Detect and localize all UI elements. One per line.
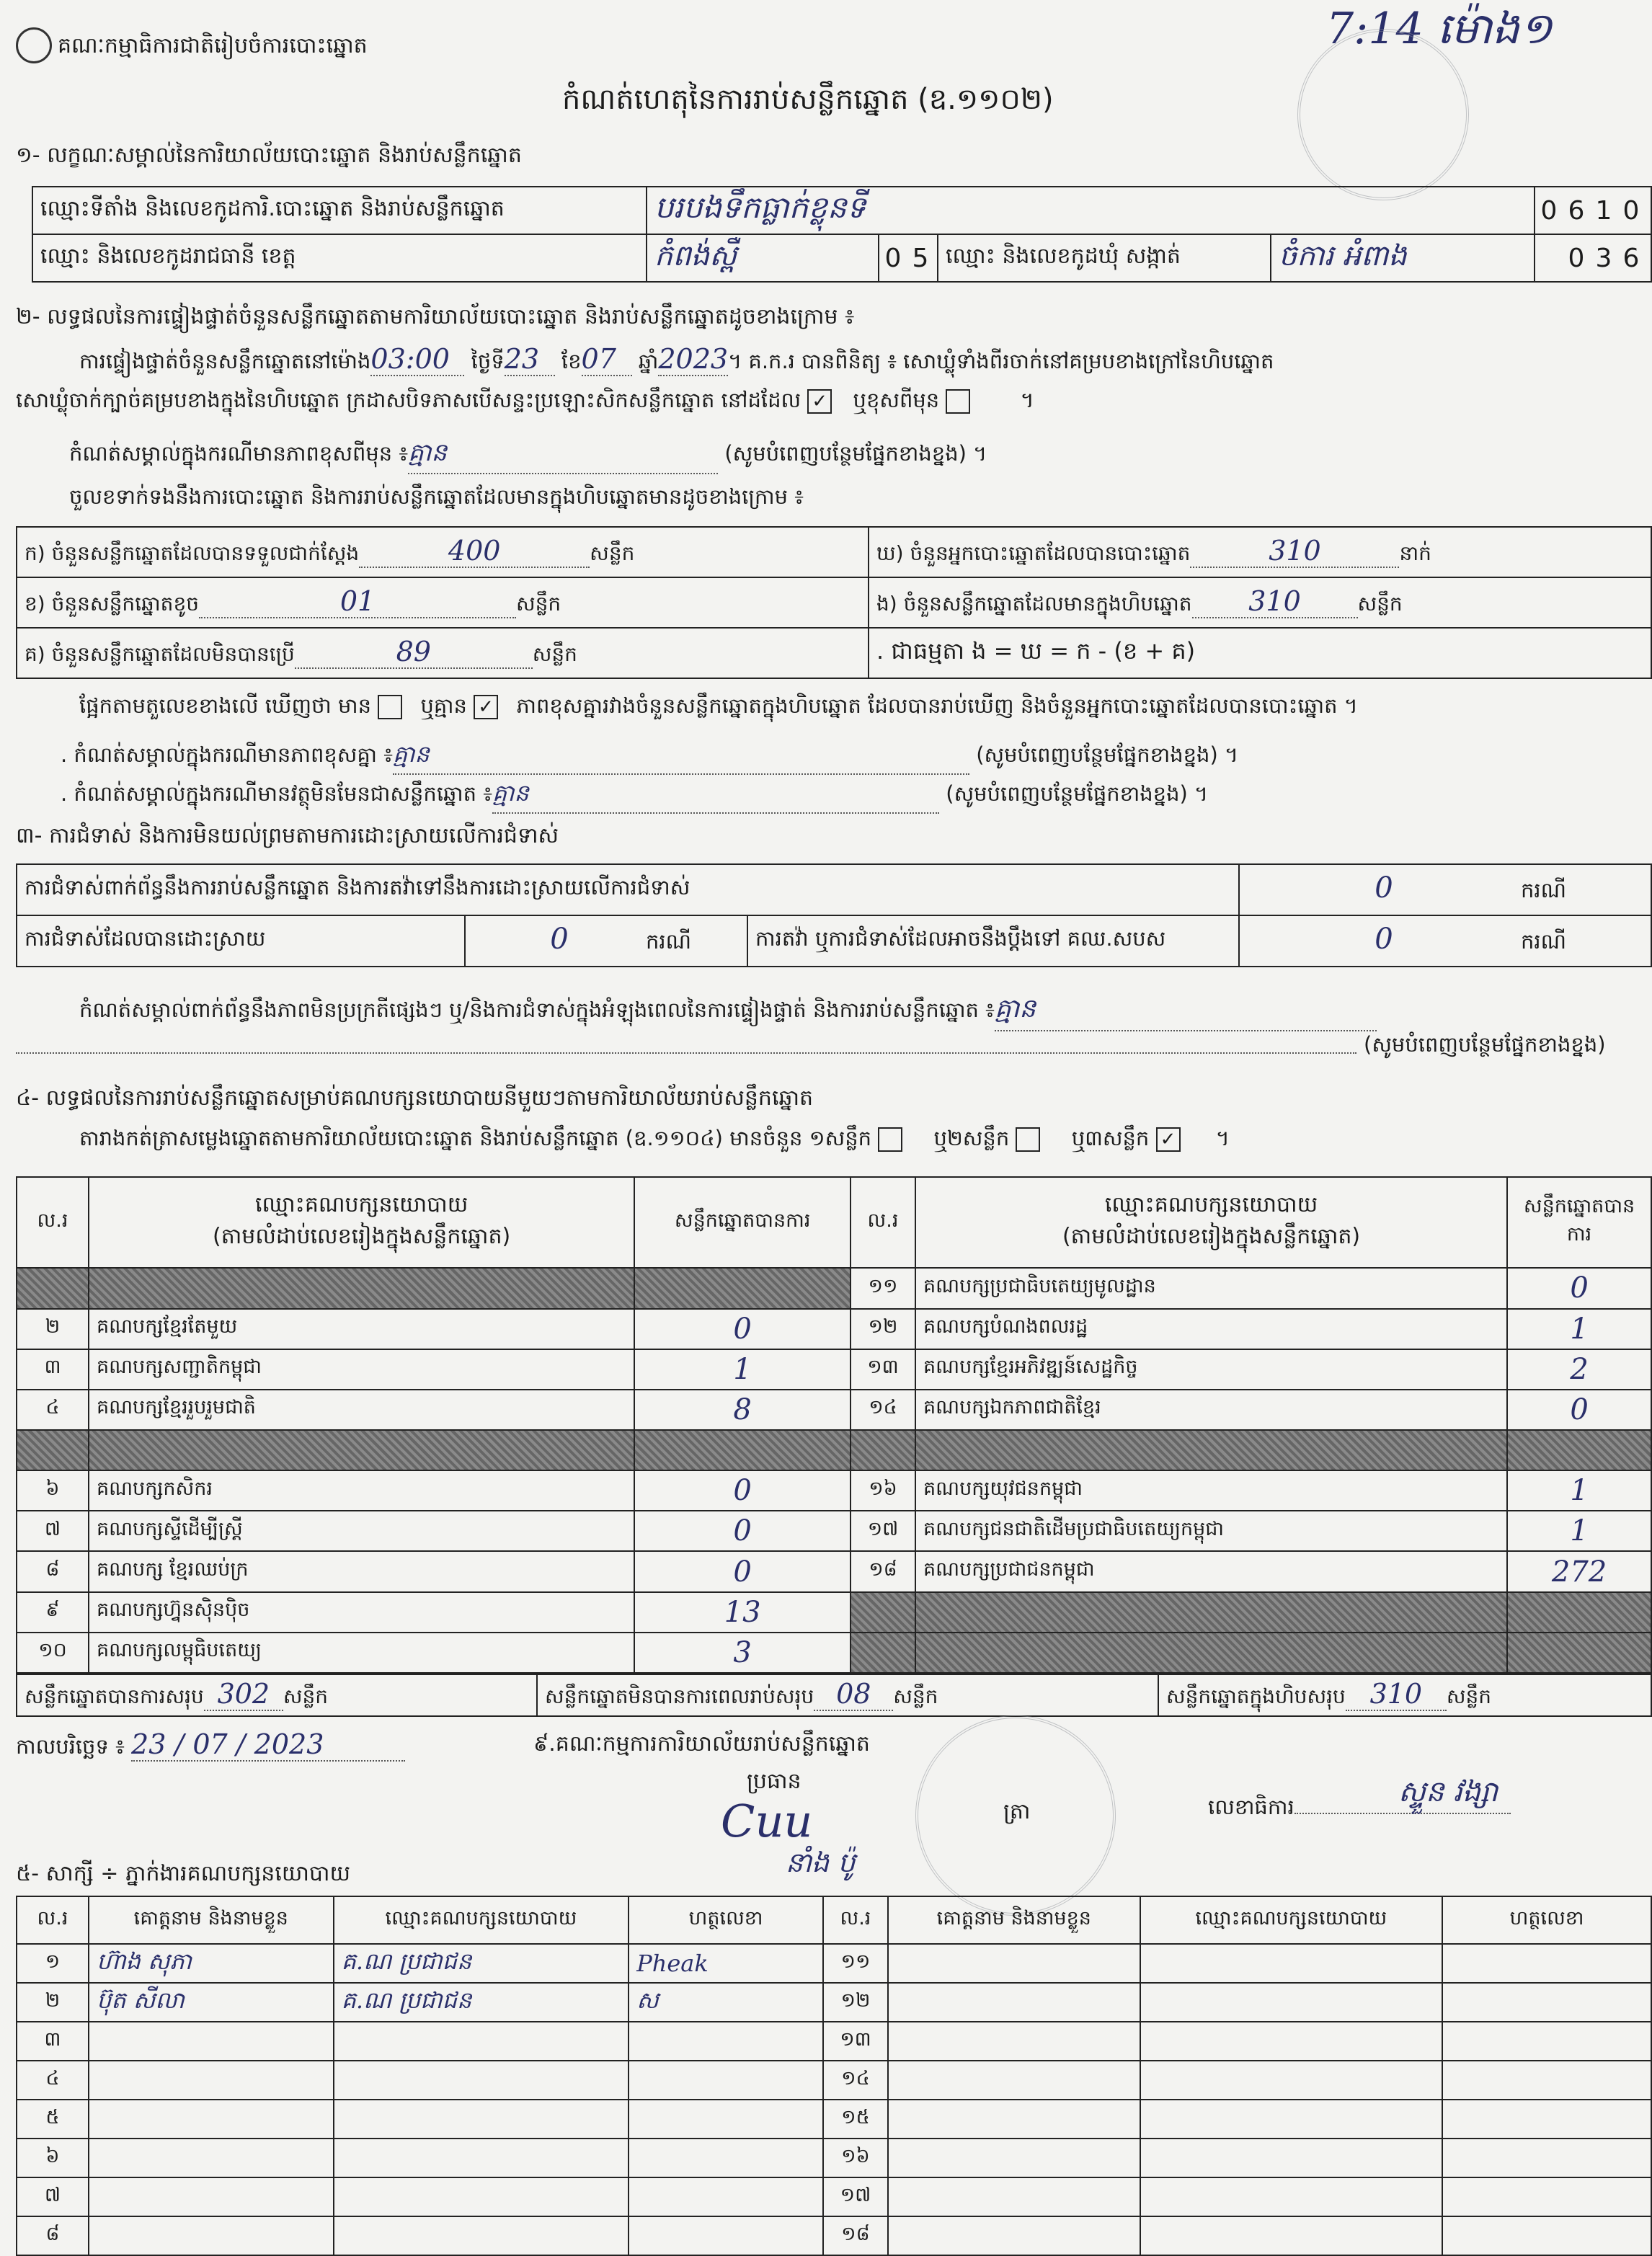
section2-line6: . កំណត់សម្គាល់ក្នុងករណីមានភាពខុសគ្នា ៖គ្មាន (សូមបំពេញបន្ថែមផ្នែកខាងខ្នង) ។: [61, 740, 1238, 775]
party-number: ១១: [851, 1268, 915, 1308]
witness-name: ហ៊ាង សុភា: [89, 1944, 334, 1983]
date-line: កាលបរិច្ឆេទ ៖ 23 / 07 / 2023: [16, 1728, 405, 1764]
province-value: កំពង់ស្ពឺ: [647, 234, 879, 282]
form-title: កំណត់ហេតុនៃការរាប់សន្លឹកឆ្នោត (ឧ.១១០២): [562, 83, 1054, 116]
witness-row: [17, 1944, 1651, 1983]
witness-signature: ស: [629, 1983, 823, 2022]
section3-note-end: (សូមបំពេញបន្ថែមផ្នែកខាងខ្នង): [1364, 1032, 1606, 1057]
witness-signature: [629, 2139, 823, 2177]
party-name: [915, 1430, 1507, 1470]
station-value: បរបងទឹកធ្លាក់ខ្លុនទី: [647, 187, 1535, 234]
witness-party: គ.ណ ប្រជាជន: [334, 1983, 629, 2022]
party-row: [17, 1309, 1651, 1349]
party-number: ៦: [17, 1470, 89, 1511]
party-row: [17, 1470, 1651, 1511]
logo-icon: [16, 27, 52, 63]
invalid-total: 08: [814, 1678, 893, 1711]
party-votes: 0: [634, 1511, 851, 1551]
date-value: 23 / 07 / 2023: [131, 1728, 405, 1762]
party-votes: [634, 1430, 851, 1470]
witness-row: [17, 2139, 1651, 2177]
party-votes: 272: [1507, 1551, 1651, 1591]
party-name: [915, 1633, 1507, 1673]
witness-party: [1140, 1983, 1443, 2022]
party-name: គណបក្សឯកភាពជាតិខ្មែរ: [915, 1390, 1507, 1430]
section4-line: តារាងកត់ត្រាសម្លេងឆ្នោតតាមការិយាល័យបោះឆ្នោត និងរាប់សន្លឹកឆ្នោត (ឧ.១១០៤) មានចំនួន ១សន្លឹក ឬ២សន្លឹក ឬ៣សន្លឹក ✓ ។: [79, 1126, 1230, 1150]
witness-row: [17, 2216, 1651, 2255]
party-number: ៧: [17, 1511, 89, 1551]
party-name: គណបក្សសញ្ជាតិកម្ពុជា: [89, 1349, 634, 1390]
witness-party: [1140, 2100, 1443, 2139]
party-number: ១៤: [851, 1390, 915, 1430]
section2-line2: សោឃ្លុំចាក់ក្បាច់គម្របខាងក្នុងនៃហិបឆ្នោត ក្រដាសបិទភាសបើសន្ទះប្រឡោះសិកសន្លឹកឆ្នោត នៅដដែល ✓ ឬខុសពីមុន ។: [16, 388, 1034, 412]
party-votes: 2: [1507, 1349, 1651, 1390]
party-name: គណបក្សប្រជាធិបតេយ្យមូលដ្ឋាន: [915, 1268, 1507, 1308]
changed-checkbox[interactable]: [946, 389, 970, 414]
witness-name: [888, 2177, 1140, 2216]
witness-name: [89, 2139, 334, 2177]
witness-row: [17, 2022, 1651, 2061]
party-row: [17, 1390, 1651, 1430]
witness-signature: [1442, 2139, 1651, 2177]
commune-label: ឈ្មោះ និងលេខកូដឃុំ សង្កាត់: [938, 234, 1271, 282]
section2-title: ២- លទ្ធផលនៃការផ្ទៀងផ្ទាត់ចំនួនសន្លឹកឆ្នោតតាមការិយាល័យបោះឆ្នោត និងរាប់សន្លឹកឆ្នោតដូចខាងក្រោម ៖: [16, 304, 855, 329]
two-sheet-checkbox[interactable]: [1016, 1127, 1040, 1152]
witness-signature: [1442, 2100, 1651, 2139]
party-name: [915, 1592, 1507, 1633]
witness-party: [334, 2022, 629, 2061]
party-number: ៩: [17, 1592, 89, 1633]
party-votes: 0: [634, 1551, 851, 1591]
formula-note: . ជាធម្មតា ង = ឃ = ក - (ខ + គ): [869, 628, 1651, 678]
party-number: ១២: [851, 1309, 915, 1349]
witness-party: [1140, 2022, 1443, 2061]
witness-party: [334, 2139, 629, 2177]
party-number: ១៧: [851, 1511, 915, 1551]
party-name: គណបក្សស្ទីដើម្បីស្ត្រី: [89, 1511, 634, 1551]
witness-signature: [1442, 2216, 1651, 2255]
party-row: [17, 1349, 1651, 1390]
witness-name: [888, 1983, 1140, 2022]
party-number: ២: [17, 1309, 89, 1349]
party-name: គណបក្សខ្មែរអភិវឌ្ឍន៍សេដ្ឋកិច្ច: [915, 1349, 1507, 1390]
witness-name: ប៊ុត សីលា: [89, 1983, 334, 2022]
witness-signature: [1442, 1983, 1651, 2022]
witness-name: [888, 1944, 1140, 1983]
party-votes: 0: [634, 1309, 851, 1349]
party-name: គណបក្សខ្មែររួបរួមជាតិ: [89, 1390, 634, 1430]
section1-title: ១- លក្ខណៈសម្គាល់នៃការិយាល័យបោះឆ្នោត និងរាប់សន្លឹកឆ្នោត: [16, 143, 522, 168]
party-name: គណបក្សខ្មែរតែមួយ: [89, 1309, 634, 1349]
witness-signature: [1442, 2177, 1651, 2216]
witness-table: ល.រ គោត្តនាម និងនាមខ្លួន ឈ្មោះគណបក្សនយោបាយ ហត្ថលេខា ល.រ គោត្តនាម និងនាមខ្លួន ឈ្មោះគណបក្សនយោបាយ ហត្ថលេខា ១ ហ៊ាង សុភា គ.ណ ប្រជាជន Pheak ១១ ២ ប៊ុត សីលា គ.ណ ប្រជាជន ស ១២ ៣ ១៣ ៤ ១៤ ៥ ១៥ ៦ ១៦ ៧ ១៧ ៨ ១៨: [16, 1896, 1652, 2256]
witness-number: ១៥: [823, 2100, 888, 2139]
no-difference-checkbox[interactable]: ✓: [474, 695, 498, 719]
section3-note: កំណត់សម្គាល់ពាក់ព័ន្ធនឹងភាពមិនប្រក្រតីផ្សេងៗ ឬ/និងការជំទាស់ក្នុងអំឡុងពេលនៃការផ្ទៀងផ្ទាត់ និងការរាប់សន្លឹកឆ្នោត ៖គ្មាន: [79, 992, 1377, 1031]
witness-signature: [629, 2216, 823, 2255]
party-row: [17, 1430, 1651, 1470]
party-name: គណបក្សជនជាតិដើមប្រជាធិបតេយ្យកម្ពុជា: [915, 1511, 1507, 1551]
witness-number: ២: [17, 1983, 89, 2022]
witness-party: [1140, 2216, 1443, 2255]
section1-table: [32, 186, 1652, 283]
witness-name: [89, 2216, 334, 2255]
month-value: 07: [582, 343, 632, 376]
witness-name: [89, 2061, 334, 2100]
time-value: 03:00: [370, 343, 464, 376]
chair-label: ប្រធាន: [747, 1769, 801, 1794]
witness-number: ៨: [17, 2216, 89, 2255]
witness-number: ១២: [823, 1983, 888, 2022]
party-name: គណបក្សប្រជាជនកម្ពុជា: [915, 1551, 1507, 1591]
faded-seal-top: [1297, 29, 1469, 200]
party-name: [89, 1268, 634, 1308]
section2-line7: . កំណត់សម្គាល់ក្នុងករណីមានវត្ថុមិនមែនជាសន្លឹកឆ្នោត ៖គ្មាន (សូមបំពេញបន្ថែមផ្នែកខាងខ្នង) ។: [61, 778, 1208, 814]
party-row: [17, 1592, 1651, 1633]
witness-party: [334, 2100, 629, 2139]
witness-signature: [629, 2061, 823, 2100]
party-row: [17, 1268, 1651, 1308]
has-difference-checkbox[interactable]: [378, 695, 402, 719]
party-number: [851, 1592, 915, 1633]
year-value: 2023: [658, 343, 729, 375]
witness-number: ១៦: [823, 2139, 888, 2177]
party-name: គណបក្សលម្ពុធិបតេយ្យ: [89, 1633, 634, 1673]
one-sheet-checkbox[interactable]: [878, 1127, 902, 1152]
party-number: ១៣: [851, 1349, 915, 1390]
party-votes: 1: [1507, 1309, 1651, 1349]
chair-signature: Cuu: [721, 1795, 813, 1847]
witness-party: [1140, 2177, 1443, 2216]
section2-line3: កំណត់សម្គាល់ក្នុងករណីមានភាពខុសពីមុន ៖គ្មាន (សូមបំពេញបន្ថែមផ្នែកខាងខ្នង) ។: [69, 437, 987, 474]
party-votes: 1: [1507, 1470, 1651, 1511]
day-value: 23: [505, 343, 555, 376]
party-number: ១៦: [851, 1470, 915, 1511]
witness-number: ១៨: [823, 2216, 888, 2255]
witness-party: [334, 2216, 629, 2255]
witness-number: ៧: [17, 2177, 89, 2216]
witness-name: [888, 2022, 1140, 2061]
witness-name: [888, 2100, 1140, 2139]
chair-name: នាំង ប៉ូ: [786, 1847, 856, 1878]
party-votes: 0: [1507, 1390, 1651, 1430]
witness-number: ៣: [17, 2022, 89, 2061]
witness-number: ១៣: [823, 2022, 888, 2061]
objection-table: ការជំទាស់ពាក់ព័ន្ធនឹងការរាប់សន្លឹកឆ្នោត និងការតវ៉ាទៅនឹងការដោះស្រាយលើការជំទាស់ 0 ករណី ការជំទាស់ដែលបានដោះស្រាយ 0 ករណី ការតវ៉ា ឬការជំទាស់ដែលអាចនឹងប្តឹងទៅ គឈ.សបស 0 ករណី: [16, 863, 1652, 967]
secretary-line: លេខាធិការ: [1208, 1795, 1511, 1825]
valid-total: 302: [204, 1678, 283, 1711]
witness-row: [17, 1983, 1651, 2022]
section2-line1: ការផ្ទៀងផ្ទាត់ចំនួនសន្លឹកឆ្នោតនៅម៉ោង03:00 ថ្ងៃទី23 ខែ07 ឆ្នាំ2023។ គ.ក.រ បានពិនិត្យ ៖ សោឃ្លុំទាំងពីរចាក់នៅគម្របខាងក្រៅនៃហិបឆ្នោត: [79, 343, 1274, 375]
witness-signature: Pheak: [629, 1944, 823, 1983]
witness-party: [334, 2061, 629, 2100]
totals-table: សន្លឹកឆ្នោតបានការសរុប 302 សន្លឹក សន្លឹកឆ្នោតមិនបានការពេលរាប់សរុប 08 សន្លឹក សន្លឹកឆ្នោតក្នុងហិបសរុប 310 សន្លឹក: [16, 1674, 1652, 1717]
party-number: [17, 1430, 89, 1470]
witness-name: [89, 2022, 334, 2061]
party-number: [17, 1268, 89, 1308]
party-name: គណបក្សកសិករ: [89, 1470, 634, 1511]
seal-label: ត្រា: [1003, 1799, 1031, 1824]
party-votes: [1507, 1633, 1651, 1673]
witness-signature: [1442, 1944, 1651, 1983]
witness-row: [17, 2100, 1651, 2139]
party-number: ៨: [17, 1551, 89, 1591]
witness-number: ១: [17, 1944, 89, 1983]
witness-signature: [629, 2100, 823, 2139]
party-votes: 3: [634, 1633, 851, 1673]
committee-name: គណៈកម្មាធិការជាតិរៀបចំការបោះឆ្នោត: [58, 33, 368, 58]
party-number: [851, 1633, 915, 1673]
section3-note-line: [16, 1044, 1356, 1054]
witness-name: [89, 2177, 334, 2216]
party-votes: 13: [634, 1592, 851, 1633]
party-votes: 0: [1507, 1268, 1651, 1308]
party-row: [17, 1511, 1651, 1551]
witness-signature: [1442, 2061, 1651, 2100]
witness-name: [89, 2100, 334, 2139]
party-votes: [634, 1268, 851, 1308]
witness-name: [888, 2061, 1140, 2100]
commune-code: 0 3 6: [1535, 234, 1651, 282]
witness-party: [1140, 2061, 1443, 2100]
party-votes: 0: [634, 1470, 851, 1511]
party-votes: [1507, 1430, 1651, 1470]
party-results-table: ល.រ ឈ្មោះគណបក្សនយោបាយ (តាមលំដាប់លេខរៀងក្នុងសន្លឹកឆ្នោត) សន្លឹកឆ្នោតបានការ ល.រ ឈ្មោះគណបក្សនយោបាយ (តាមលំដាប់លេខរៀងក្នុងសន្លឹកឆ្នោត) សន្លឹកឆ្នោតបានការ ១១ គណបក្សប្រជាធិបតេយ្យមូលដ្ឋាន 0 ២ គណបក្សខ្មែរតែមួយ 0 ១២ គណបក្សបំណងពលរដ្ឋ 1 ៣ គណបក្សសញ្ជាតិកម្ពុជា 1 ១៣ គណបក្សខ្មែរអភិវឌ្ឍន៍សេដ្ឋកិច្ច 2 ៤ គណបក្សខ្មែររួបរួមជាតិ 8 ១៤ គណបក្សឯកភាពជាតិខ្មែរ 0 ៦ គណបក្សកសិករ 0 ១៦ គណបក្សយុវជនកម្ពុជា 1 ៧ គណបក្សស្ទីដើម្បីស្ត្រី 0 ១៧ គណបក្សជនជាតិដើមប្រជាធិបតេយ្យកម្ពុជា 1 ៨ គណបក្ស ខ្មែរឈប់ក្រ 0 ១៨ គណបក្សប្រជាជនកម្ពុជា 272 ៩ គណបក្សហ្វ៊ុនស៊ិនប៉ិច 13 ១០ គណបក្សលម្ពុធិបតេយ្យ 3: [16, 1176, 1652, 1674]
section2-line4: ចួលខទាក់ទងនឹងការបោះឆ្នោត និងការរាប់សន្លឹកឆ្នោតដែលមានក្នុងហិបឆ្នោតមានដូចខាងក្រោម ៖: [69, 484, 804, 509]
party-number: ៤: [17, 1390, 89, 1430]
witness-party: គ.ណ ប្រជាជន: [334, 1944, 629, 1983]
party-votes: 8: [634, 1390, 851, 1430]
witness-number: ១៧: [823, 2177, 888, 2216]
three-sheet-checkbox[interactable]: ✓: [1156, 1127, 1181, 1152]
party-number: ១៨: [851, 1551, 915, 1591]
witness-row: [17, 2177, 1651, 2216]
party-row: [17, 1633, 1651, 1673]
witness-number: ៤: [17, 2061, 89, 2100]
section4-title: ៤- លទ្ធផលនៃការរាប់សន្លឹកឆ្នោតសម្រាប់គណបក្សនយោបាយនីមួយៗតាមការិយាល័យរាប់សន្លឹកឆ្នោត: [16, 1085, 814, 1111]
section2-line5: ផ្អែកតាមតួលេខខាងលើ ឃើញថា មាន ឬគ្មាន ✓ ភាពខុសគ្នារវាងចំនួនសន្លឹកឆ្នោតក្នុងហិបឆ្នោត ដែលបានរាប់ឃើញ និងចំនួនអ្នកបោះឆ្នោតដែលបានបោះឆ្នោត ។: [79, 693, 1358, 718]
secretary-signature: ស្ទួន វង្សា: [1398, 1775, 1498, 1808]
witness-number: ៦: [17, 2139, 89, 2177]
witness-number: ១១: [823, 1944, 888, 1983]
witness-number: ៥: [17, 2100, 89, 2139]
party-number: ១០: [17, 1633, 89, 1673]
witness-name: [888, 2216, 1140, 2255]
party-votes: 1: [634, 1349, 851, 1390]
witness-name: [888, 2139, 1140, 2177]
same-checkbox[interactable]: ✓: [807, 389, 832, 414]
party-number: ៣: [17, 1349, 89, 1390]
witness-party: [1140, 1944, 1443, 1983]
party-name: គណបក្ស ខ្មែរឈប់ក្រ: [89, 1551, 634, 1591]
party-name: គណបក្សយុវជនកម្ពុជា: [915, 1470, 1507, 1511]
party-name: [89, 1430, 634, 1470]
party-name: គណបក្សហ្វ៊ុនស៊ិនប៉ិច: [89, 1592, 634, 1633]
section5-title: ៥- សាក្សី ÷ ភ្នាក់ងារគណបក្សនយោបាយ: [16, 1861, 351, 1886]
witness-number: ១៤: [823, 2061, 888, 2100]
party-votes: [1507, 1592, 1651, 1633]
station-label: ឈ្មោះទីតាំង និងលេខកូដការិ.បោះឆ្នោត និងរាប់សន្លឹកឆ្នោត: [32, 187, 647, 234]
witness-signature: [629, 2177, 823, 2216]
section3-title: ៣- ការជំទាស់ និងការមិនយល់ព្រមតាមការដោះស្រាយលើការជំទាស់: [16, 823, 559, 848]
commune-value: ចំការ អំពាង: [1271, 234, 1535, 282]
province-label: ឈ្មោះ និងលេខកូដរាជធានី ខេត្ត: [32, 234, 647, 282]
counting-committee-label: ៩.គណៈកម្មការការិយាល័យរាប់សន្លឹកឆ្នោត: [533, 1731, 870, 1757]
station-code: 0 6 1 0: [1535, 187, 1651, 234]
handwritten-time: 7:14 ម៉ោង១: [1326, 4, 1553, 54]
witness-party: [1140, 2139, 1443, 2177]
party-votes: 1: [1507, 1511, 1651, 1551]
witness-row: [17, 2061, 1651, 2100]
party-row: [17, 1551, 1651, 1591]
party-name: គណបក្សបំណងពលរដ្ឋ: [915, 1309, 1507, 1349]
province-code: 0 5: [879, 234, 938, 282]
witness-party: [334, 2177, 629, 2216]
witness-signature: [629, 2022, 823, 2061]
witness-signature: [1442, 2022, 1651, 2061]
party-number: [851, 1430, 915, 1470]
ballot-count-table: ក) ចំនួនសន្លឹកឆ្នោតដែលបានទទួលជាក់ស្តែង 400 សន្លឹក ឃ) ចំនួនអ្នកបោះឆ្នោតដែលបានបោះឆ្នោត 310 នាក់ ខ) ចំនួនសន្លឹកឆ្នោតខូច 01 សន្លឹក ង) ចំនួនសន្លឹកឆ្នោតដែលមានក្នុងហិបឆ្នោត 310 សន្លឹក គ) ចំនួនសន្លឹកឆ្នោតដែលមិនបានប្រើ 89 សន្លឹក . ជាធម្មតា ង = ឃ = ក - (ខ + គ): [16, 526, 1652, 679]
box-total: 310: [1346, 1678, 1447, 1711]
